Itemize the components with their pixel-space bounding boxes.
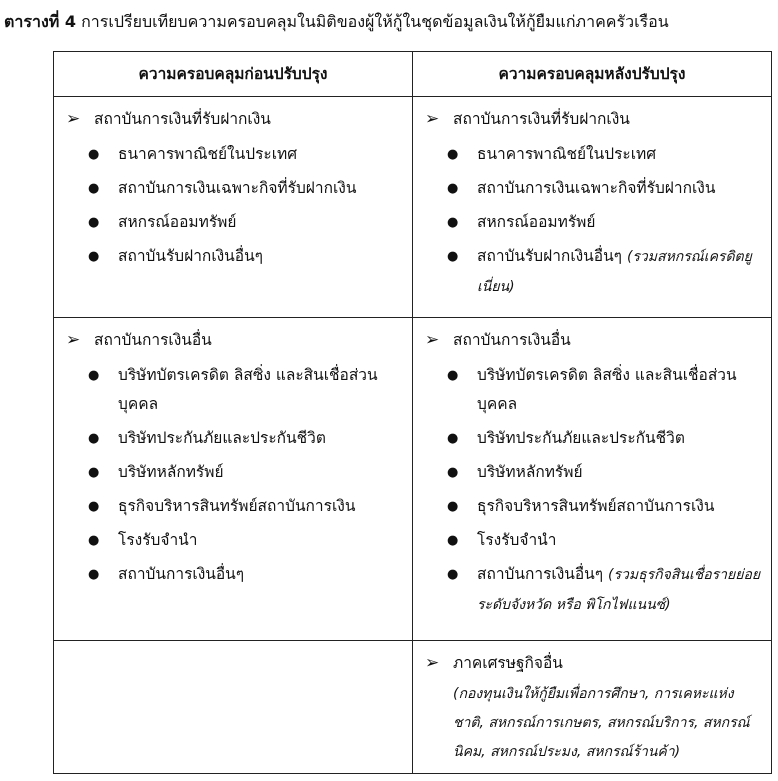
group-heading [425, 105, 763, 134]
header-row [54, 52, 772, 97]
group-heading [425, 649, 763, 678]
list-item [425, 424, 763, 453]
bullet-icon: ● [447, 431, 459, 446]
item-label: สถาบันการเงินเฉพาะกิจที่รับฝากเงิน [477, 179, 716, 197]
sector-note: (กองทุนเงินให้กู้ยืมเพื่อการศึกษา, การเคหะแห่งชาติ, สหกรณ์การเกษตร, สหกรณ์บริการ, สหกรณ์นิคม, สหกรณ์ประมง, สหกรณ์ร้านค้า) [453, 686, 750, 760]
comparison-table [53, 51, 772, 774]
item-list [66, 361, 404, 589]
item-label: ธนาคารพาณิชย์ในประเทศ [118, 145, 298, 163]
list-item [425, 526, 763, 555]
after-deposit-cell [413, 97, 772, 318]
item-text [477, 208, 763, 237]
item-label: สหกรณ์ออมทรัพย์ [477, 213, 596, 231]
arrow-icon: ➢ [66, 109, 81, 129]
item-label: บริษัทหลักทรัพย์ [118, 463, 224, 481]
item-text [118, 361, 404, 419]
bullet-icon: ● [88, 368, 100, 383]
item-text [477, 458, 763, 487]
list-item [425, 242, 763, 302]
group-heading [66, 326, 404, 355]
item-label: โรงรับจำนำ [477, 531, 557, 549]
item-text [477, 140, 763, 169]
other-row [54, 318, 772, 641]
group-heading [425, 326, 763, 355]
item-text [477, 174, 763, 203]
item-label: บริษัทประกันภัยและประกันชีวิต [118, 429, 326, 447]
item-text [118, 526, 404, 555]
list-item [66, 458, 404, 487]
list-item [66, 242, 404, 271]
bullet-icon: ● [88, 533, 100, 548]
item-text [477, 560, 763, 620]
item-label: ธนาคารพาณิชย์ในประเทศ [477, 145, 657, 163]
list-item [425, 361, 763, 419]
item-text [118, 458, 404, 487]
before-other-cell [54, 318, 413, 641]
bullet-icon: ● [447, 215, 459, 230]
list-item [66, 140, 404, 169]
item-text [118, 242, 404, 271]
list-item [66, 492, 404, 521]
list-item [66, 361, 404, 419]
bullet-icon: ● [88, 499, 100, 514]
group-title: สถาบันการเงินที่รับฝากเงิน [94, 110, 271, 128]
item-list [66, 140, 404, 271]
header-after: ความครอบคลุมหลังปรับปรุง [413, 52, 772, 97]
arrow-icon: ➢ [425, 330, 440, 350]
list-item [66, 208, 404, 237]
item-text [477, 242, 763, 302]
item-label: บริษัทหลักทรัพย์ [477, 463, 583, 481]
group-heading [66, 105, 404, 134]
list-item [66, 174, 404, 203]
list-item [425, 208, 763, 237]
arrow-icon: ➢ [425, 653, 440, 673]
item-note: (รวมธุรกิจสินเชื่อรายย่อยระดับจังหวัด หรือ พิโกไฟแนนซ์) [477, 567, 761, 613]
group-title: สถาบันการเงินอื่น [453, 331, 571, 349]
item-text [118, 560, 404, 589]
item-list [425, 361, 763, 620]
after-other-cell [413, 318, 772, 641]
item-label: บริษัทประกันภัยและประกันชีวิต [477, 429, 685, 447]
group-title: สถาบันการเงินที่รับฝากเงิน [453, 110, 630, 128]
list-item [66, 526, 404, 555]
item-text [118, 208, 404, 237]
item-label: ธุรกิจบริหารสินทรัพย์สถาบันการเงิน [477, 497, 715, 515]
bullet-icon: ● [88, 181, 100, 196]
item-note: (รวมสหกรณ์เครดิตยูเนี่ยน) [477, 249, 752, 295]
item-label: สหกรณ์ออมทรัพย์ [118, 213, 237, 231]
caption-text: การเปรียบเทียบความครอบคลุมในมิติของผู้ให้กู้ในชุดข้อมูลเงินให้กู้ยืมแก่ภาคครัวเรือน [76, 12, 669, 31]
item-text [477, 526, 763, 555]
list-item [425, 458, 763, 487]
item-label: สถาบันการเงินเฉพาะกิจที่รับฝากเงิน [118, 179, 357, 197]
bullet-icon: ● [88, 567, 100, 582]
list-item [425, 174, 763, 203]
before-deposit-cell [54, 97, 413, 318]
bullet-icon: ● [447, 249, 459, 264]
bullet-icon: ● [447, 147, 459, 162]
bullet-icon: ● [447, 368, 459, 383]
bullet-icon: ● [447, 465, 459, 480]
item-text [477, 361, 763, 419]
item-label: บริษัทบัตรเครดิต ลิสซิ่ง และสินเชื่อส่วนบุคคล [118, 366, 378, 413]
header-before: ความครอบคลุมก่อนปรับปรุง [54, 52, 413, 97]
list-item [66, 560, 404, 589]
item-label: สถาบันรับฝากเงินอื่นๆ [477, 247, 623, 265]
list-item [66, 424, 404, 453]
item-text [118, 140, 404, 169]
bullet-icon: ● [88, 215, 100, 230]
list-item [425, 560, 763, 620]
list-item [425, 140, 763, 169]
before-sector-cell-empty [54, 641, 413, 774]
item-text [477, 424, 763, 453]
deposit-row [54, 97, 772, 318]
item-label: สถาบันการเงินอื่นๆ [477, 565, 604, 583]
arrow-icon: ➢ [425, 109, 440, 129]
group-title: สถาบันการเงินอื่น [94, 331, 212, 349]
bullet-icon: ● [447, 499, 459, 514]
bullet-icon: ● [447, 181, 459, 196]
item-label: สถาบันรับฝากเงินอื่นๆ [118, 247, 264, 265]
item-text [118, 424, 404, 453]
after-sector-cell [413, 641, 772, 774]
group-title: ภาคเศรษฐกิจอื่น [453, 654, 563, 672]
item-text [118, 492, 404, 521]
item-list [425, 140, 763, 302]
bullet-icon: ● [447, 567, 459, 582]
arrow-icon: ➢ [66, 330, 81, 350]
list-item [425, 492, 763, 521]
item-text [118, 174, 404, 203]
item-label: บริษัทบัตรเครดิต ลิสซิ่ง และสินเชื่อส่วนบุคคล [477, 366, 737, 413]
sector-row [54, 641, 772, 774]
bullet-icon: ● [88, 147, 100, 162]
item-label: โรงรับจำนำ [118, 531, 198, 549]
item-label: สถาบันการเงินอื่นๆ [118, 565, 245, 583]
item-text [477, 492, 763, 521]
item-label: ธุรกิจบริหารสินทรัพย์สถาบันการเงิน [118, 497, 356, 515]
caption-label: ตารางที่ 4 [4, 12, 77, 31]
bullet-icon: ● [447, 533, 459, 548]
bullet-icon: ● [88, 465, 100, 480]
bullet-icon: ● [88, 249, 100, 264]
bullet-icon: ● [88, 431, 100, 446]
table-caption [4, 10, 774, 34]
